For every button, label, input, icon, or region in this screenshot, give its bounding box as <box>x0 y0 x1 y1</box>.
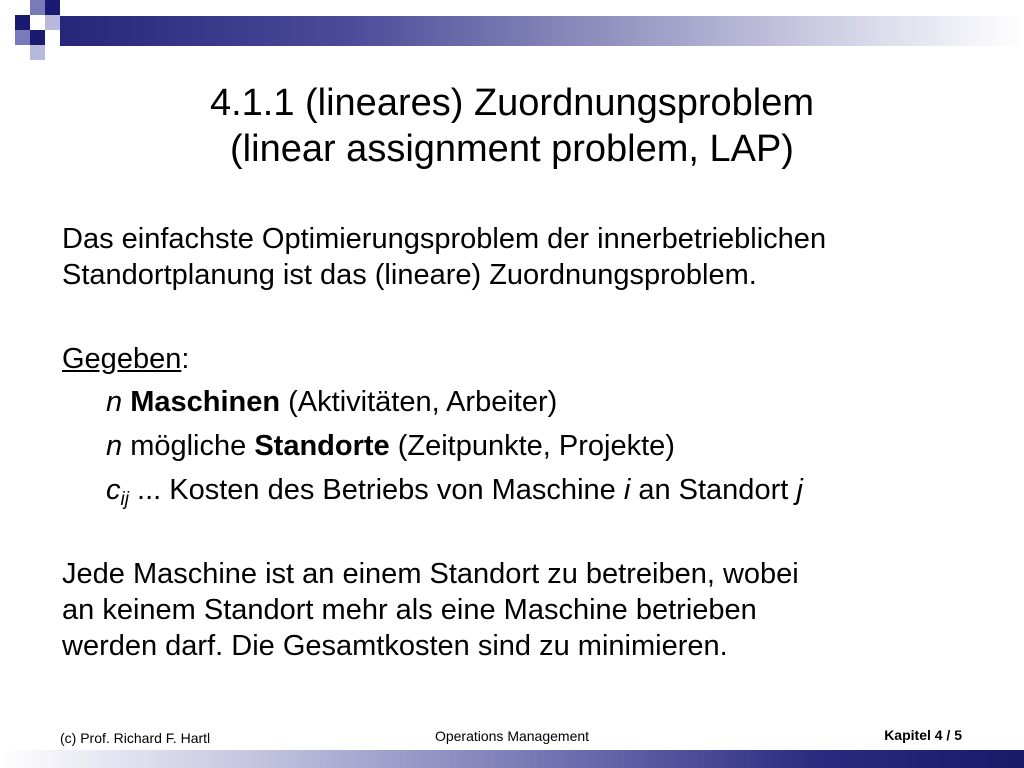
title-line-2: (linear assignment problem, LAP) <box>230 128 794 170</box>
outro-line-2: an keinem Standort mehr als eine Maschine betrieben <box>62 594 757 626</box>
intro-line-2: Standortplanung ist das (lineare) Zuordnungsproblem. <box>62 259 757 291</box>
slide-title <box>0 80 1024 172</box>
decor-square <box>30 0 45 15</box>
decor-square <box>15 30 30 45</box>
given-heading: Gegeben: <box>62 343 190 375</box>
footer-chapter: Kapitel 4 / 5 <box>884 727 962 743</box>
decor-square <box>45 0 60 15</box>
decor-square <box>15 15 30 30</box>
decor-square <box>30 30 45 45</box>
given-item-machines: n Maschinen (Aktivitäten, Arbeiter) <box>106 386 558 418</box>
decor-square <box>60 0 75 15</box>
given-label: Gegeben <box>62 343 182 375</box>
slide-body <box>62 221 982 664</box>
title-line-1: 4.1.1 (lineares) Zuordnungsproblem <box>209 82 815 124</box>
footer-course: Operations Management <box>434 728 590 744</box>
header-gradient-bar <box>60 16 1024 46</box>
given-item-costs: $c_{ij}$ ... Kosten des Betriebs von Maschine i an Standort j <box>106 474 803 510</box>
outro-line-1: Jede Maschine ist an einem Standort zu betreiben, wobei <box>62 558 799 590</box>
given-item-locations: n mögliche Standorte (Zeitpunkte, Projekte) <box>106 430 675 462</box>
decor-square <box>45 15 60 30</box>
footer-author: (c) Prof. Richard F. Hartl <box>60 730 211 746</box>
footer-gradient-bar <box>0 750 1024 768</box>
intro-line-1: Das einfachste Optimierungsproblem der innerbetrieblichen <box>62 223 827 255</box>
decor-square <box>30 45 45 60</box>
outro-line-3: werden darf. Die Gesamtkosten sind zu minimieren. <box>62 630 728 662</box>
